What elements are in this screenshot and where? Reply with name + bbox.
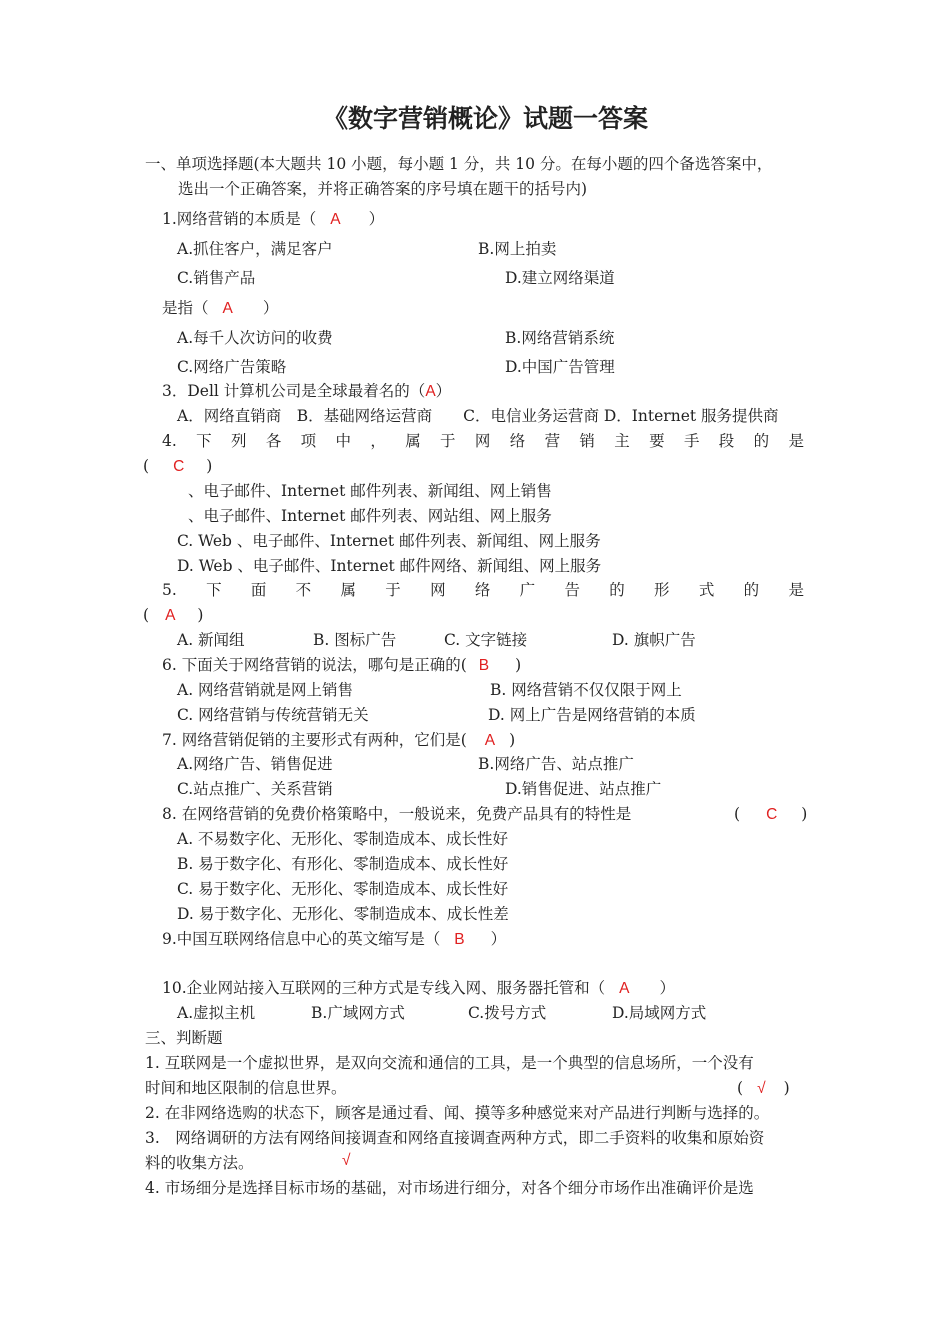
stem-char: 列 xyxy=(230,432,247,450)
stem-char: 主 xyxy=(614,432,630,450)
question-8-stem: 8. 在网络营销的免费价格策略中，一般说来，免费产品具有的特性是 xyxy=(162,805,632,823)
stem-char: 各 xyxy=(265,432,282,450)
question-10 xyxy=(162,978,675,999)
question-bracket: ） xyxy=(435,382,452,400)
stem-char: 网 xyxy=(430,581,446,599)
option-b: B.网上拍卖 xyxy=(478,240,557,258)
option-c: C.销售产品 xyxy=(177,269,256,287)
question-bracket: ） xyxy=(490,930,507,948)
stem-char: 面 xyxy=(250,581,267,599)
option-d: D. Web 、电子邮件、Internet 邮件网络、新闻组、网上服务 xyxy=(177,557,602,575)
stem-char: 式 xyxy=(698,581,715,599)
question-9 xyxy=(162,929,506,950)
question-bracket: ) xyxy=(515,656,522,674)
stem-char: 属 xyxy=(405,432,421,450)
question-bracket: ( xyxy=(143,457,150,475)
section-heading-1: 一、单项选择题(本大题共 10 小题，每小题 1 分，共 10 分。在每小题的四个备选答案中， xyxy=(145,155,773,173)
option-a: A.每千人次访问的收费 xyxy=(177,329,333,347)
option-b: B.网络营销系统 xyxy=(505,329,615,347)
stem-char: 下 xyxy=(206,581,222,599)
question-7 xyxy=(162,730,515,751)
question-2 xyxy=(162,298,278,319)
judgment-4-line1: 4. 市场细分是选择目标市场的基础，对市场进行细分，对各个细分市场作出准确评价是选 xyxy=(145,1179,754,1197)
question-bracket: ( xyxy=(734,805,741,823)
stem-char: 是 xyxy=(788,432,804,450)
question-bracket: ） xyxy=(659,979,676,997)
question-stem: 是指（ xyxy=(162,299,209,317)
check-mark: √ xyxy=(757,1080,766,1097)
option-a: A. 不易数字化、无形化、零制造成本、成长性好 xyxy=(177,830,509,848)
judgment-3-line2: 料的收集方法。 xyxy=(145,1154,254,1172)
option-c: C.网络广告策略 xyxy=(177,358,287,376)
stem-char: 要 xyxy=(649,432,665,450)
option-c: C. Web 、电子邮件、Internet 邮件列表、新闻组、网上服务 xyxy=(177,532,601,550)
answer-mark: B xyxy=(478,657,490,674)
question-bracket: ) xyxy=(801,805,808,823)
option-b: B. 网络营销不仅仅限于网上 xyxy=(490,681,682,699)
answer-mark: C xyxy=(766,806,778,823)
stem-char: 的 xyxy=(609,581,625,599)
option-c: C. 网络营销与传统营销无关 xyxy=(177,706,369,724)
answer-mark: A xyxy=(165,607,176,624)
option-d: D.销售促进、站点推广 xyxy=(505,780,662,798)
answer-mark: A xyxy=(222,300,233,317)
option-d: D. 旗帜广告 xyxy=(612,631,696,649)
judgment-1-line2: 时间和地区限制的信息世界。 xyxy=(145,1079,347,1097)
option-d: D.局域网方式 xyxy=(612,1004,707,1022)
stem-char: 项 xyxy=(300,432,317,450)
check-mark: √ xyxy=(342,1152,351,1169)
question-bracket: ） xyxy=(262,299,279,317)
option-b: B.网络广告、站点推广 xyxy=(478,755,634,773)
question-bracket: ( xyxy=(737,1079,744,1097)
stem-char: 络 xyxy=(474,581,491,599)
stem-char: 于 xyxy=(385,581,401,599)
section-instruction: 选出一个正确答案，并将正确答案的序号填在题干的括号内) xyxy=(178,180,588,198)
stem-char: ， xyxy=(370,432,386,450)
stem-char: 5. xyxy=(162,581,177,599)
option-c: C. 文字链接 xyxy=(444,631,528,649)
answer-mark: A xyxy=(425,383,436,400)
question-bracket: ) xyxy=(509,731,516,749)
option-d: D. 网上广告是网络营销的本质 xyxy=(488,706,696,724)
answer-mark: A xyxy=(619,980,630,997)
answer-mark: C xyxy=(173,458,185,475)
option-c: C.拨号方式 xyxy=(468,1004,547,1022)
option-a: 、电子邮件、Internet 邮件列表、新闻组、网上销售 xyxy=(188,482,552,500)
option-b: 、电子邮件、Internet 邮件列表、网站组、网上服务 xyxy=(188,507,552,525)
option-b: B. 易于数字化、有形化、零制造成本、成长性好 xyxy=(177,855,509,873)
stem-char: 中 xyxy=(335,432,352,450)
question-1 xyxy=(162,209,384,230)
question-3 xyxy=(162,381,451,402)
question-stem: 3．Dell 计算机公司是全球最着名的（ xyxy=(162,382,426,400)
option-c: C.站点推广、关系营销 xyxy=(177,780,333,798)
stem-char: 属 xyxy=(340,581,356,599)
answer-mark: A xyxy=(330,211,341,228)
stem-char: 营 xyxy=(544,432,561,450)
stem-char: 形 xyxy=(654,581,670,599)
judgment-1-answer xyxy=(737,1078,790,1099)
options-line: A．网络直销商 B．基础网络运营商 C．电信业务运营商 D．Internet 服务提供商 xyxy=(177,407,779,425)
judgment-2: 2. 在非网络选购的状态下，顾客是通过看、闻、摸等多种感觉来对产品进行判断与选择的。 xyxy=(145,1104,770,1122)
option-a: A. 网络营销就是网上销售 xyxy=(177,681,354,699)
option-d: D. 易于数字化、无形化、零制造成本、成长性差 xyxy=(177,905,509,923)
question-8-answer xyxy=(734,804,807,825)
question-bracket: ) xyxy=(783,1079,790,1097)
question-4-answer xyxy=(143,456,212,477)
stem-char: 的 xyxy=(743,581,760,599)
question-stem: 6. 下面关于网络营销的说法，哪句是正确的( xyxy=(162,656,467,674)
stem-char: 告 xyxy=(564,581,580,599)
stem-char: 网 xyxy=(474,432,491,450)
question-bracket: ） xyxy=(368,210,385,228)
stem-char: 不 xyxy=(295,581,312,599)
question-5-stem xyxy=(162,580,804,600)
stem-char: 4. xyxy=(162,432,177,450)
question-4-stem xyxy=(162,431,804,451)
answer-mark: B xyxy=(454,931,465,948)
question-5-answer xyxy=(143,605,203,626)
option-b: B. 图标广告 xyxy=(313,631,397,649)
stem-char: 是 xyxy=(788,581,804,599)
question-bracket: ) xyxy=(206,457,213,475)
option-a: A.虚拟主机 xyxy=(177,1004,256,1022)
option-c: C. 易于数字化、无形化、零制造成本、成长性好 xyxy=(177,880,509,898)
question-6 xyxy=(162,655,521,676)
question-bracket: ) xyxy=(197,606,204,624)
question-bracket: ( xyxy=(143,606,150,624)
stem-char: 的 xyxy=(753,432,770,450)
option-a: A. 新闻组 xyxy=(177,631,245,649)
answer-mark: A xyxy=(484,732,496,749)
option-d: D.中国广告管理 xyxy=(505,358,615,376)
question-stem: 9.中国互联网络信息中心的英文缩写是（ xyxy=(162,930,441,948)
option-b: B.广域网方式 xyxy=(311,1004,405,1022)
section-heading-3: 三、判断题 xyxy=(145,1029,223,1047)
stem-char: 手 xyxy=(683,432,700,450)
stem-char: 下 xyxy=(196,432,212,450)
option-d: D.建立网络渠道 xyxy=(505,269,615,287)
stem-char: 广 xyxy=(519,581,536,599)
option-a: A.抓住客户，满足客户 xyxy=(177,240,333,258)
stem-char: 络 xyxy=(509,432,526,450)
stem-char: 段 xyxy=(718,432,735,450)
judgment-3-line1: 3. 网络调研的方法有网络间接调查和网络直接调查两种方式，即二手资料的收集和原始资 xyxy=(145,1129,765,1147)
question-stem: 10.企业网站接入互联网的三种方式是专线入网、服务器托管和（ xyxy=(162,979,606,997)
stem-char: 于 xyxy=(440,432,456,450)
question-stem: 1.网络营销的本质是（ xyxy=(162,210,317,228)
page-title: 《数字营销概论》试题一答案 xyxy=(323,104,649,133)
question-stem: 7. 网络营销促销的主要形式有两种，它们是( xyxy=(162,731,467,749)
judgment-1-line1: 1. 互联网是一个虚拟世界，是双向交流和通信的工具，是一个典型的信息场所，一个没有 xyxy=(145,1054,754,1072)
stem-char: 销 xyxy=(579,432,595,450)
option-a: A.网络广告、销售促进 xyxy=(177,755,333,773)
